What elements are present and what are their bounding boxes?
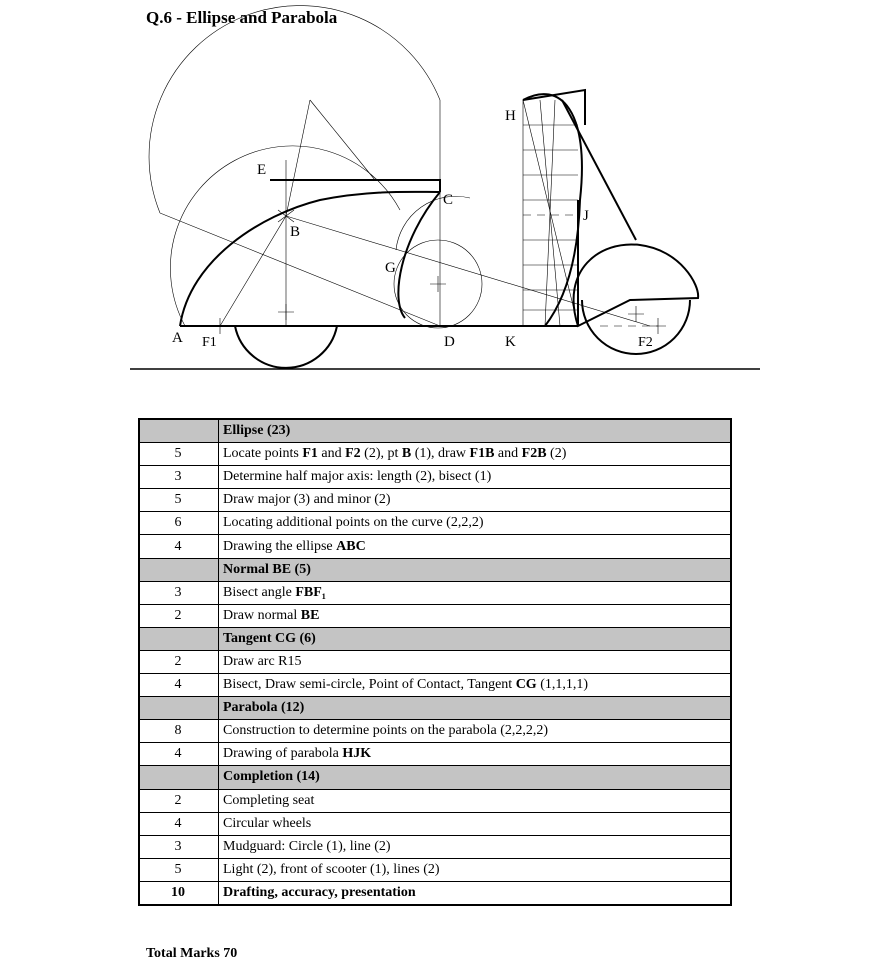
table-row bbox=[139, 858, 731, 881]
section-row bbox=[139, 766, 731, 789]
description-text: Drawing of parabola bbox=[223, 746, 343, 762]
description-text: (1), draw bbox=[411, 446, 470, 462]
description-text: F2 bbox=[345, 446, 361, 462]
description-cell bbox=[219, 604, 732, 627]
description-cell bbox=[219, 558, 732, 581]
description-text: Draw normal bbox=[223, 607, 301, 623]
label-f2: F2 bbox=[638, 335, 653, 350]
description-cell bbox=[219, 812, 732, 835]
description-text: Completion (14) bbox=[223, 769, 320, 785]
description-cell bbox=[219, 720, 732, 743]
label-b: B bbox=[290, 224, 301, 240]
description-text: F1 bbox=[302, 446, 318, 462]
marks-cell: 8 bbox=[139, 720, 219, 743]
section-row bbox=[139, 627, 731, 650]
table-row bbox=[139, 789, 731, 812]
description-text: Mudguard: Circle (1), line (2) bbox=[223, 838, 391, 854]
marks-cell bbox=[139, 419, 219, 443]
label-d: D bbox=[444, 334, 455, 350]
table-row bbox=[139, 674, 731, 697]
description-text: BE bbox=[300, 607, 320, 623]
scooter-drawing bbox=[0, 0, 892, 400]
description-text: Determine half major axis: length (2), bisect (1) bbox=[223, 469, 492, 485]
table-row bbox=[139, 489, 731, 512]
table-row bbox=[139, 512, 731, 535]
description-cell bbox=[219, 743, 732, 766]
table-row bbox=[139, 466, 731, 489]
description-text: Locating additional points on the curve (2,2,2) bbox=[223, 515, 484, 531]
description-text: F2B bbox=[521, 446, 547, 462]
marks-cell: 5 bbox=[139, 858, 219, 881]
description-cell bbox=[219, 419, 732, 443]
total-marks: Total Marks 70 bbox=[146, 946, 238, 961]
description-cell bbox=[219, 443, 732, 466]
section-row bbox=[139, 697, 731, 720]
table-row bbox=[139, 650, 731, 673]
final-row bbox=[139, 881, 731, 905]
label-f1: F1 bbox=[202, 335, 217, 350]
description-cell bbox=[219, 697, 732, 720]
description-text: Normal BE (5) bbox=[223, 561, 311, 577]
description-text: (1,1,1,1) bbox=[536, 677, 589, 693]
description-cell bbox=[219, 835, 732, 858]
description-text: (2) bbox=[546, 446, 567, 462]
description-text: CG bbox=[515, 677, 537, 693]
description-text: Parabola (12) bbox=[223, 700, 305, 716]
description-text: Draw arc R15 bbox=[223, 653, 302, 669]
table-row bbox=[139, 835, 731, 858]
description-text: Light (2), front of scooter (1), lines (2) bbox=[223, 861, 440, 877]
description-text: ABC bbox=[336, 538, 366, 554]
section-row bbox=[139, 558, 731, 581]
marks-table bbox=[138, 418, 732, 906]
marks-cell: 6 bbox=[139, 512, 219, 535]
description-text: Construction to determine points on the parabola (2,2,2,2) bbox=[223, 723, 549, 739]
marks-cell bbox=[139, 697, 219, 720]
description-cell bbox=[219, 581, 732, 604]
label-c: C bbox=[443, 192, 454, 208]
label-a: A bbox=[172, 330, 183, 346]
question-title: Q.6 - Ellipse and Parabola bbox=[146, 8, 338, 27]
marks-cell: 4 bbox=[139, 812, 219, 835]
table-row bbox=[139, 720, 731, 743]
marks-cell: 10 bbox=[139, 881, 219, 905]
description-text: F1B bbox=[469, 446, 495, 462]
marks-cell: 2 bbox=[139, 789, 219, 812]
table-row bbox=[139, 812, 731, 835]
description-cell bbox=[219, 766, 732, 789]
label-j: J bbox=[583, 208, 589, 224]
section-row bbox=[139, 419, 731, 443]
description-text: and bbox=[494, 446, 522, 462]
description-text: and bbox=[317, 446, 346, 462]
description-text: HJK bbox=[342, 746, 372, 762]
label-h: H bbox=[505, 108, 516, 124]
description-text: B bbox=[401, 446, 412, 462]
marks-cell: 5 bbox=[139, 489, 219, 512]
table-row bbox=[139, 535, 731, 558]
description-cell bbox=[219, 881, 732, 905]
label-k: K bbox=[505, 334, 516, 350]
marks-cell: 3 bbox=[139, 466, 219, 489]
table-row bbox=[139, 604, 731, 627]
marks-cell: 3 bbox=[139, 581, 219, 604]
construction-lines bbox=[149, 6, 666, 334]
description-text: (2), pt bbox=[360, 446, 402, 462]
table-row bbox=[139, 743, 731, 766]
marks-cell: 2 bbox=[139, 604, 219, 627]
description-cell bbox=[219, 627, 732, 650]
description-text: Completing seat bbox=[223, 792, 315, 808]
description-cell bbox=[219, 789, 732, 812]
marks-cell bbox=[139, 627, 219, 650]
marks-cell: 3 bbox=[139, 835, 219, 858]
marks-cell: 5 bbox=[139, 443, 219, 466]
table-row bbox=[139, 443, 731, 466]
marks-cell: 4 bbox=[139, 743, 219, 766]
label-e: E bbox=[257, 162, 267, 178]
description-cell bbox=[219, 674, 732, 697]
table-row bbox=[139, 581, 731, 604]
label-g: G bbox=[385, 260, 396, 276]
marks-cell bbox=[139, 558, 219, 581]
description-text: Drawing the ellipse bbox=[223, 538, 337, 554]
description-text: Locate points bbox=[223, 446, 303, 462]
marks-cell: 4 bbox=[139, 674, 219, 697]
description-text: Circular wheels bbox=[223, 815, 312, 831]
marks-cell bbox=[139, 766, 219, 789]
marks-cell: 4 bbox=[139, 535, 219, 558]
description-cell bbox=[219, 466, 732, 489]
description-text: FBF₁ bbox=[295, 584, 326, 600]
description-cell bbox=[219, 858, 732, 881]
description-text: Tangent CG (6) bbox=[223, 630, 316, 646]
description-text: Bisect angle bbox=[223, 584, 296, 600]
description-cell bbox=[219, 489, 732, 512]
description-cell bbox=[219, 535, 732, 558]
description-text: Ellipse (23) bbox=[223, 423, 291, 439]
description-text: Bisect, Draw semi-circle, Point of Contact, Tangent bbox=[223, 677, 516, 693]
marks-cell: 2 bbox=[139, 650, 219, 673]
description-cell bbox=[219, 650, 732, 673]
description-cell bbox=[219, 512, 732, 535]
description-text: Draw major (3) and minor (2) bbox=[223, 492, 391, 508]
description-text: Drafting, accuracy, presentation bbox=[223, 884, 416, 900]
